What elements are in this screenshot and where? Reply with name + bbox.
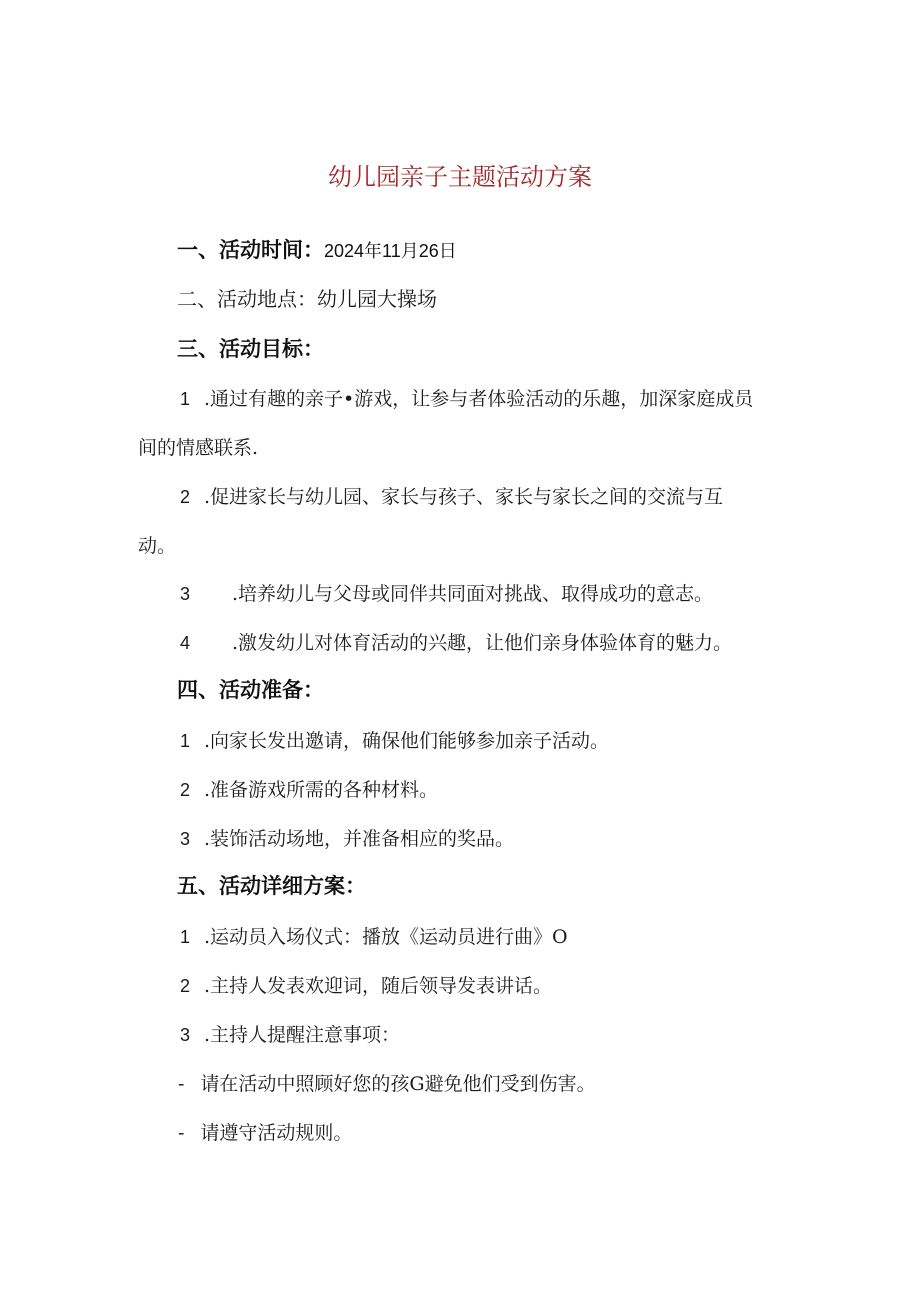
prep-item-3	[180, 826, 514, 852]
goal-item-1-number: 1	[180, 389, 191, 409]
goal-item-1-continued: 间的情感联系.	[138, 437, 259, 459]
goal-item-1-text: .通过有趣的亲子•游戏，让参与者体验活动的乐趣，加深家庭成员	[204, 388, 754, 410]
plan-item-1-number: 1	[180, 927, 191, 947]
notice-bullet-2-text: 请遵守活动规则。	[200, 1122, 353, 1144]
section-4-heading: 四、活动准备：	[177, 678, 324, 702]
notice-bullet-2-dash: -	[178, 1122, 185, 1144]
section-1-heading	[177, 237, 457, 264]
goal-item-3-number: 3	[180, 584, 191, 604]
prep-item-2	[180, 777, 438, 803]
goal-item-2-text: .促进家长与幼儿园、家长与孩子、家长与家长之间的交流与互	[204, 486, 724, 508]
plan-item-3-text: .主持人提醒注意事项：	[204, 1024, 401, 1046]
section-2-heading	[177, 286, 437, 312]
section-2-value: 幼儿园大操场	[317, 287, 437, 311]
goal-item-4-text: .激发幼儿对体育活动的兴趣，让他们亲身体验体育的魅力。	[232, 632, 733, 654]
notice-bullet-1	[178, 1071, 596, 1097]
plan-item-2-number: 2	[180, 976, 191, 996]
notice-bullet-1-dash: -	[178, 1073, 185, 1095]
prep-item-3-number: 3	[180, 829, 191, 849]
prep-item-1	[180, 728, 609, 754]
plan-item-3	[180, 1022, 400, 1048]
goal-item-3	[180, 581, 713, 607]
section-5-heading: 五、活动详细方案：	[177, 874, 366, 898]
plan-item-3-number: 3	[180, 1025, 191, 1045]
plan-item-1-text: .运动员入场仪式：播放《运动员进行曲》O	[204, 926, 568, 948]
goal-item-2-continued: 动。	[138, 535, 177, 557]
prep-item-1-number: 1	[180, 731, 191, 751]
plan-item-1	[180, 924, 568, 950]
plan-item-2-text: .主持人发表欢迎词，随后领导发表讲话。	[204, 975, 553, 997]
section-1-label: 一、活动时间：	[177, 238, 324, 262]
goal-item-4	[180, 630, 732, 656]
section-3-heading: 三、活动目标：	[177, 337, 324, 361]
section-2-label: 二、活动地点：	[177, 287, 317, 311]
goal-item-2-number: 2	[180, 487, 191, 507]
prep-item-1-text: .向家长发出邀请，确保他们能够参加亲子活动。	[204, 730, 610, 752]
goal-item-4-number: 4	[180, 633, 191, 653]
notice-bullet-2	[178, 1120, 352, 1146]
notice-bullet-1-text: 请在活动中照顾好您的孩G避免他们受到伤害。	[200, 1073, 596, 1095]
prep-item-3-text: .装饰活动场地，并准备相应的奖品。	[204, 828, 515, 850]
prep-item-2-number: 2	[180, 780, 191, 800]
prep-item-2-text: .准备游戏所需的各种材料。	[204, 779, 439, 801]
goal-item-2	[180, 484, 723, 510]
goal-item-3-text: .培养幼儿与父母或同伴共同面对挑战、取得成功的意志。	[232, 583, 714, 605]
plan-item-2	[180, 973, 552, 999]
section-1-value: 2024年11月26日	[324, 241, 457, 261]
goal-item-1	[180, 386, 753, 412]
document-title: 幼儿园亲子主题活动方案	[328, 163, 592, 191]
